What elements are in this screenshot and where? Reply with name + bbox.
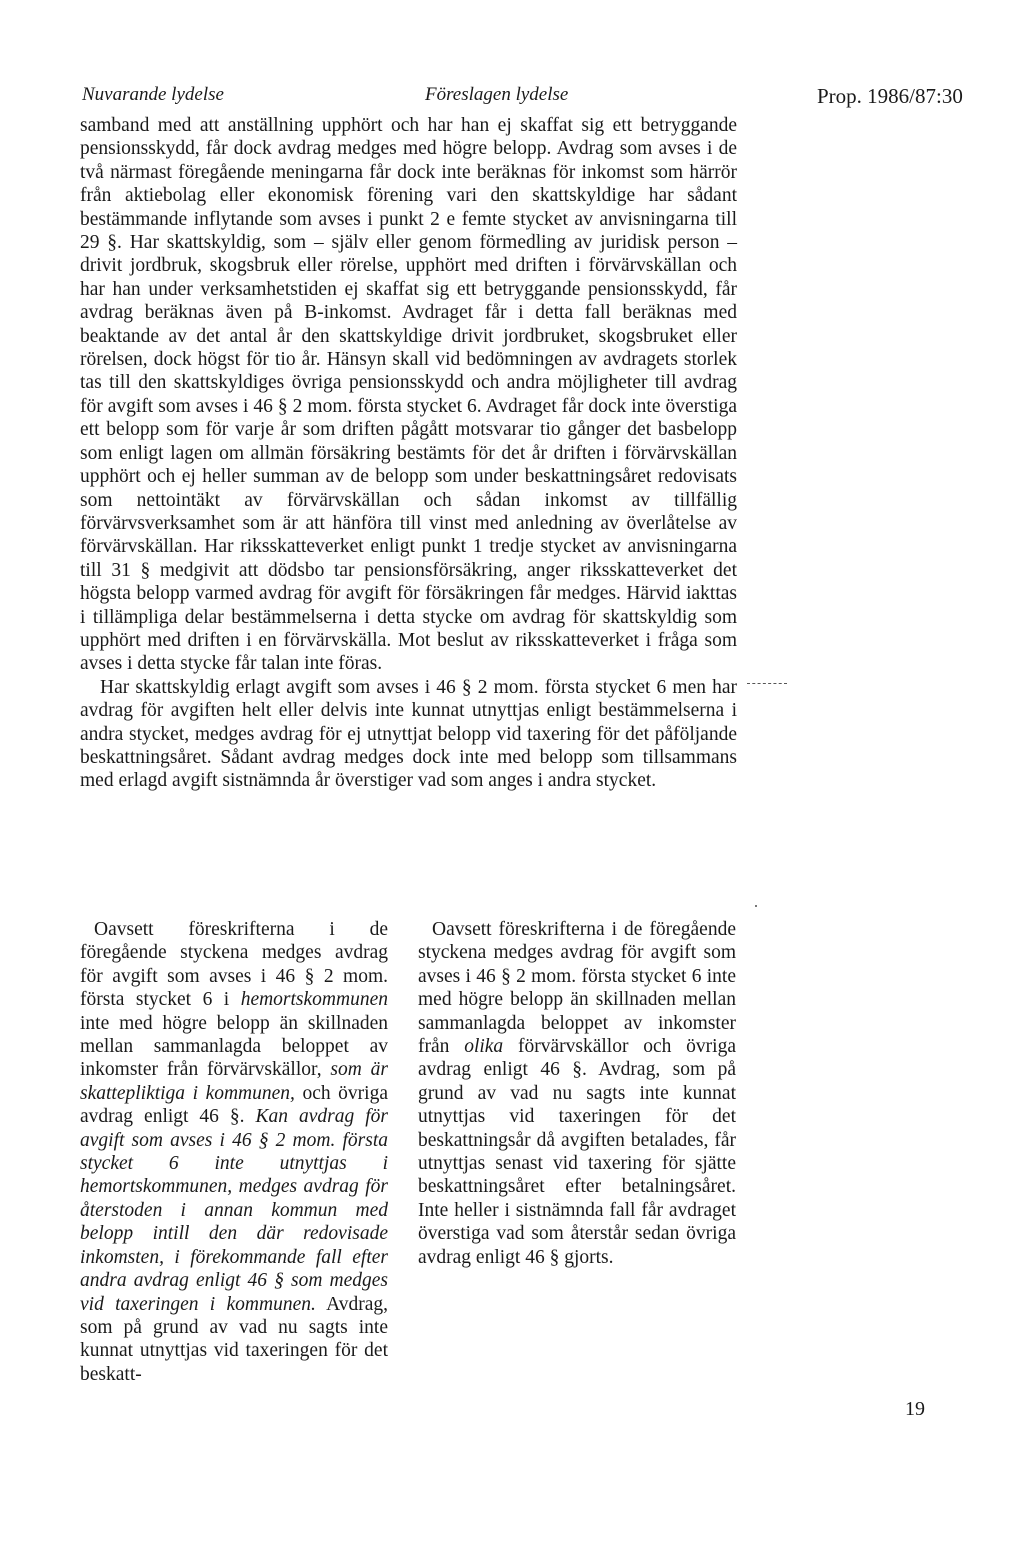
body-paragraph-2: Har skattskyldig erlagt avgift som avses i 46 § 2 mom. första stycket 6 men har avdrag för avgiften helt eller delvis inte kunnat utnyttjas enligt bestämmelserna i andra stycket, medges avdrag för ej utnyttjat belopp vid taxering för det påföljande beskattningsåret. Sådant avdrag medges dock inte med belopp som tillsammans med erlagd avgift sistnämnda år överstiger vad som anges i andra stycket. [80, 676, 737, 792]
current-text-4: Avdrag, som på grund av vad nu sagts inte kunnat utnyttjas vid taxeringen för det beskatt- [80, 1293, 388, 1385]
proposed-text-1: Oavsett föreskrifterna i de föregående styckena medges avdrag för avgift som avses i 46 § 2 mom. första stycket 6 inte med högre belopp än skillnaden mellan sammanlagda beloppet av inkomster från [418, 919, 736, 1058]
current-wording-paragraph [80, 918, 388, 1386]
current-text-3: och övriga avdrag enligt 46 §. [80, 1082, 388, 1128]
body-paragraph-1: samband med att anställning upphört och har han ej skaffat sig ett betryggande pensionsskydd, får dock avdrag medges med högre belopp. Avdrag som avses i de två närmast föregående meningarna får dock inte beräknas för inkomst som härrör från aktiebolag eller ekonomisk förening vari den skattskyldige har sådant bestämmande inflytande som avses i punkt 2 e femte stycket av anvisningarna till 29 §. Har skattskyldig, som – själv eller genom förmedling av juridisk person – drivit jordbruk, skogsbruk eller rörelse, upphört med driften i förvärvskällan och har han under verksamhetstiden ej skaffat sig ett betryggande pensionsskydd, får avdrag beräknas även på B-inkomst. Avdraget får i detta fall beräknas med beaktande av det antal år den skattskyldige drivit jordbruket, skogsbruket eller rörelsen, dock högst för tio år. Hänsyn skall vid bedömningen av avdragets storlek tas till den skattskyldiges övriga pensionsskydd och andra möjligheter till avdrag för avgift som avses i 46 § 2 mom. första stycket 6. Avdraget får dock inte överstiga ett belopp som för varje år som driften pågått motsvarar tio gånger det basbelopp som enligt lagen om allmän försäkring bestämts för det år driften i förvärvskällan upphört och ej heller summan av de belopp som under beskattningsåret redovisats som nettointäkt av förvärvskällan och sådan inkomst av tillfällig förvärvsverksamhet som är att hänföra till vinst med anledning av överlåtelse av förvärvskällan. Har riksskatteverket enligt punkt 1 tredje stycket av anvisningarna till 31 § medgivit att dödsbo tar pensionsförsäkring, anger riksskatteverket det högsta belopp varmed avdrag för avgift för försäkringen får medges. Härvid iakttas i tillämpliga delar bestämmelserna i detta stycke om avdrag för skattskyldig som upphört med driften i en förvärvskälla. Mot beslut av riksskatteverket i fråga som avses i detta stycke får talan inte föras. [80, 115, 737, 675]
current-italic-3: Kan avdrag för avgift som avses i 46 § 2 mom. första stycket 6 inte utnyttjas i hemortskommunen, medges avdrag för återstoden i annan kommun med belopp intill den där redovisade inkomsten, i förekommande fall efter andra avdrag enligt 46 § som medges vid taxeringen i kommunen. [80, 1106, 388, 1315]
header-proposition-reference: Prop. 1986/87:30 [817, 84, 963, 108]
shared-text-block [80, 114, 737, 793]
margin-change-marker [747, 683, 787, 684]
current-text-1: Oavsett föreskrifterna i de föregående styckena medges avdrag för avgift som avses i 46 § 2 mom. första stycket 6 i [80, 919, 388, 1011]
proposed-italic-1: olika [464, 1036, 504, 1058]
proposed-text-2: förvärvskällor och övriga avdrag enligt 46 §. Avdrag, som på grund av vad nu sagts inte kunnat utnyttjas vid taxeringen för det beskattningsår då avgiften betalades, får utnyttjas senast vid taxering för sjätte beskattningsåret efter betalningsåret. Inte heller i sistnämnda fall får avdraget överstiga vad som återstår sedan övriga avdrag enligt 46 § gjorts. [418, 1036, 736, 1268]
scan-speck [755, 905, 757, 907]
proposed-wording-paragraph [418, 918, 736, 1269]
page-number: 19 [905, 1398, 925, 1420]
current-text-2: inte med högre belopp än skillnaden mellan sammanlagda beloppet av inkomster från förvärvskällor, [80, 1012, 388, 1081]
header-proposed-wording: Föreslagen lydelse [425, 84, 569, 105]
current-italic-1: hemortskommunen [240, 989, 388, 1011]
proposed-wording-column [418, 918, 736, 1269]
current-wording-column [80, 918, 388, 1386]
header-current-wording: Nuvarande lydelse [82, 84, 224, 105]
current-italic-2: som är skattepliktiga i kommunen, [80, 1059, 389, 1104]
